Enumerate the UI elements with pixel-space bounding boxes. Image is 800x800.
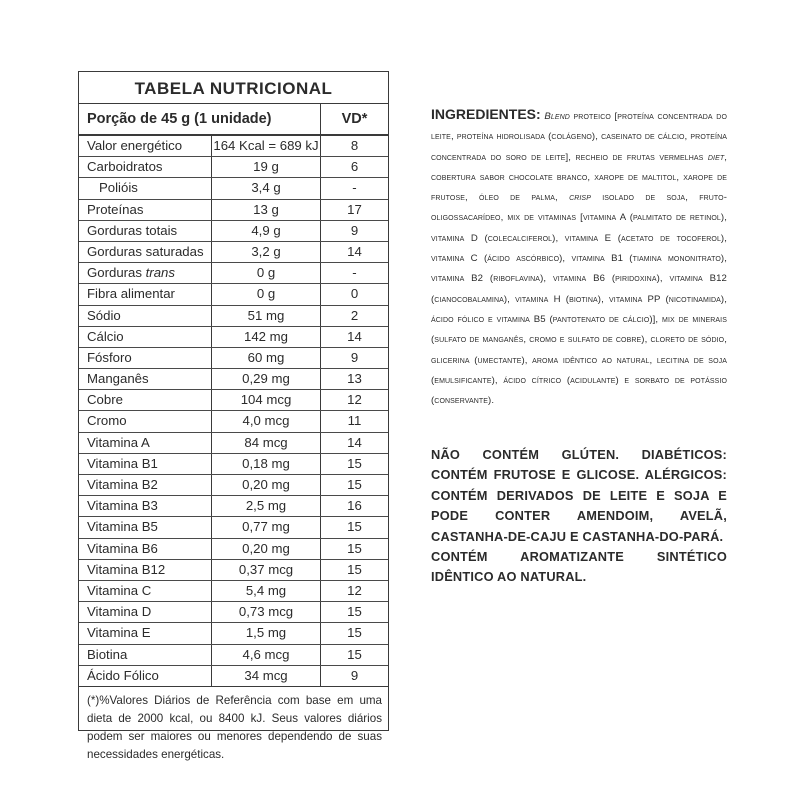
nutrient-vd: 15 bbox=[347, 625, 362, 641]
nutrient-vd: 6 bbox=[350, 159, 359, 175]
table-row bbox=[79, 157, 388, 178]
table-row bbox=[79, 263, 388, 284]
table-row bbox=[79, 348, 388, 369]
ingredients-crisp: crisp bbox=[569, 192, 591, 204]
table-row bbox=[79, 411, 388, 432]
nutrient-vd: 2 bbox=[350, 307, 359, 323]
nutrient-amount: 1,5 mg bbox=[212, 623, 321, 643]
nutrient-amount: 34 mcg bbox=[212, 666, 321, 686]
nutrient-amount: 2,5 mg bbox=[212, 496, 321, 516]
table-row bbox=[79, 645, 388, 666]
nutrient-amount: 51 mg bbox=[212, 306, 321, 326]
flavoring-warning: CONTÉM AROMATIZANTE SINTÉTICO IDÊNTICO AO NATURAL. bbox=[431, 549, 727, 585]
nutrient-name bbox=[79, 263, 212, 283]
nutrient-amount: 0 g bbox=[212, 284, 321, 304]
nutrient-name-prefix: Gorduras bbox=[87, 265, 146, 281]
warnings bbox=[431, 445, 727, 588]
nutrient-amount: 5,4 mg bbox=[212, 581, 321, 601]
nutrient-name: Vitamina E bbox=[79, 623, 212, 643]
nutrient-name: Ácido Fólico bbox=[79, 666, 212, 686]
table-row bbox=[79, 200, 388, 221]
nutrient-name: Cobre bbox=[79, 390, 212, 410]
nutrient-name: Vitamina B5 bbox=[79, 517, 212, 537]
table-row bbox=[79, 496, 388, 517]
nutrient-vd: 14 bbox=[347, 434, 362, 450]
ingredients-part3: isolado de soja, fruto-oligossacarídeo, mix de vitaminas [vitamina A (palmitato de retinol), vitamina D (colecalciferol), vitamina E (acetato de tocoferol), vitamina C (ácido ascórbico), vitamina B1 (tiamina mononitrato), vitamina B2 (riboflavina), vitamina B6 (piridoxina), vitamina B12 (cianocobalamina), vitamina H (biotina), vitamina PP (nicotinamida), ácido fólico e vitamina B5 (pantotenato de cálcio)], mix de minerais (sulfato de manganês, cromo e sulfato de cobre), cloreto de sódio, glicerina (umectante), aroma idêntico ao natural, lecitina de soja (emulsificante), ácido cítrico (acidulante) e sorbato de potássio (conservante). bbox=[431, 192, 727, 407]
nutrient-amount: 19 g bbox=[212, 157, 321, 177]
table-row bbox=[79, 284, 388, 305]
nutrient-vd: 15 bbox=[347, 561, 362, 577]
nutrient-name: Valor energético bbox=[79, 136, 212, 156]
nutrient-vd: 0 bbox=[350, 286, 359, 302]
table-row bbox=[79, 602, 388, 623]
nutrient-name: Gorduras totais bbox=[79, 221, 212, 241]
nutrient-vd: 9 bbox=[350, 222, 359, 238]
nutrient-name: Vitamina B12 bbox=[79, 560, 212, 580]
nutrient-vd: 15 bbox=[347, 646, 362, 662]
nutrient-vd: 9 bbox=[350, 667, 359, 683]
nutrient-vd: 11 bbox=[347, 413, 362, 429]
nutrient-amount: 164 Kcal = 689 kJ bbox=[212, 136, 321, 156]
nutrient-amount: 0,20 mg bbox=[212, 539, 321, 559]
nutrient-vd: 15 bbox=[347, 519, 362, 535]
nutrient-vd: 13 bbox=[347, 371, 362, 387]
table-row bbox=[79, 581, 388, 602]
nutrient-vd: 15 bbox=[347, 540, 362, 556]
nutrient-name: Manganês bbox=[79, 369, 212, 389]
nutrient-name: Vitamina B2 bbox=[79, 475, 212, 495]
nutrient-amount: 142 mg bbox=[212, 327, 321, 347]
nutrient-vd: 12 bbox=[347, 392, 362, 408]
table-row bbox=[79, 306, 388, 327]
nutrient-amount: 0,77 mg bbox=[212, 517, 321, 537]
vd-header: VD* bbox=[341, 111, 368, 127]
nutrient-rows bbox=[79, 136, 388, 687]
nutrient-name: Vitamina D bbox=[79, 602, 212, 622]
table-row bbox=[79, 539, 388, 560]
table-row bbox=[79, 560, 388, 581]
nutrient-amount: 4,9 g bbox=[212, 221, 321, 241]
table-row bbox=[79, 454, 388, 475]
nutrient-vd: 14 bbox=[347, 328, 362, 344]
ingredients-part1: proteico [proteína concentrada do leite, proteína hidrolisada (colágeno), caseinato de cálcio, proteína concentrada do soro de leite], recheio de frutas vermelhas bbox=[431, 111, 727, 163]
nutrient-name: Vitamina B6 bbox=[79, 539, 212, 559]
ingredients-diet: diet bbox=[707, 151, 725, 163]
table-row bbox=[79, 178, 388, 199]
nutrient-name: Sódio bbox=[79, 306, 212, 326]
nutrient-name: Biotina bbox=[79, 645, 212, 665]
nutrient-amount: 60 mg bbox=[212, 348, 321, 368]
allergen-warning: NÃO CONTÉM GLÚTEN. DIABÉTICOS: CONTÉM FRUTOSE E GLICOSE. ALÉRGICOS: CONTÉM DERIVADOS DE LEITE E SOJA E PODE CONTER AMENDOIM, AVELÃ, CASTANHA-DE-CAJU E CASTANHA-DO-PARÁ. bbox=[431, 447, 727, 544]
nutrient-amount: 4,0 mcg bbox=[212, 411, 321, 431]
nutrient-name: Vitamina B3 bbox=[79, 496, 212, 516]
nutrient-vd: 9 bbox=[350, 349, 359, 365]
ingredients-part2: , cobertura sabor chocolate branco, xarope de maltitol, xarope de frutose, óleo de palma, bbox=[431, 151, 727, 204]
nutrient-amount: 3,2 g bbox=[212, 242, 321, 262]
table-footnote: (*)%Valores Diários de Referência com base em uma dieta de 2000 kcal, ou 8400 kJ. Seus valores diários podem ser maiores ou menores dependendo de suas necessidades energéticas. bbox=[87, 693, 382, 761]
table-row bbox=[79, 390, 388, 411]
nutrient-name: Cálcio bbox=[79, 327, 212, 347]
table-row bbox=[79, 517, 388, 538]
nutrient-name: Proteínas bbox=[79, 200, 212, 220]
nutrient-name-italic: trans bbox=[145, 265, 175, 281]
table-row bbox=[79, 369, 388, 390]
nutrient-amount: 3,4 g bbox=[212, 178, 321, 198]
nutrient-name: Carboidratos bbox=[79, 157, 212, 177]
table-header bbox=[79, 104, 388, 136]
nutrient-amount: 13 g bbox=[212, 200, 321, 220]
table-row bbox=[79, 221, 388, 242]
ingredients-label: INGREDIENTES: bbox=[431, 106, 541, 122]
nutrient-amount: 0,29 mg bbox=[212, 369, 321, 389]
nutrient-vd: 8 bbox=[350, 138, 359, 153]
nutrient-name: Polióis bbox=[79, 178, 212, 198]
table-row bbox=[79, 666, 388, 687]
portion-label: Porção de 45 g (1 unidade) bbox=[79, 104, 321, 134]
nutrient-amount: 0,20 mg bbox=[212, 475, 321, 495]
ingredients-blend: Blend bbox=[544, 111, 570, 122]
ingredients-text bbox=[431, 104, 727, 411]
table-row bbox=[79, 242, 388, 263]
nutrient-vd: 17 bbox=[347, 201, 362, 217]
nutrition-table bbox=[78, 71, 389, 761]
nutrient-vd: 14 bbox=[347, 243, 362, 259]
nutrient-vd: 16 bbox=[347, 498, 362, 514]
nutrient-vd: 15 bbox=[347, 604, 362, 620]
nutrient-vd: 15 bbox=[347, 477, 362, 492]
nutrient-amount: 84 mcg bbox=[212, 433, 321, 453]
nutrient-amount: 0,37 mcg bbox=[212, 560, 321, 580]
table-row bbox=[79, 433, 388, 454]
nutrient-name: Fibra alimentar bbox=[79, 284, 212, 304]
table-row bbox=[79, 327, 388, 348]
nutrient-name: Cromo bbox=[79, 411, 212, 431]
nutrient-vd: 12 bbox=[347, 582, 362, 598]
nutrient-name: Gorduras saturadas bbox=[79, 242, 212, 262]
nutrient-name: Vitamina A bbox=[79, 433, 212, 453]
table-row bbox=[79, 623, 388, 644]
nutrient-vd: - bbox=[352, 180, 357, 196]
nutrient-amount: 0,73 mcg bbox=[212, 602, 321, 622]
nutrient-vd: - bbox=[352, 265, 357, 281]
nutrient-amount: 4,6 mcg bbox=[212, 645, 321, 665]
nutrient-amount: 0,18 mg bbox=[212, 454, 321, 474]
table-title: TABELA NUTRICIONAL bbox=[79, 72, 388, 104]
nutrient-amount: 104 mcg bbox=[212, 390, 321, 410]
table-row bbox=[79, 136, 388, 157]
nutrient-amount: 0 g bbox=[212, 263, 321, 283]
nutrient-vd: 15 bbox=[347, 455, 362, 471]
nutrient-name: Vitamina B1 bbox=[79, 454, 212, 474]
table-row bbox=[79, 475, 388, 496]
nutrient-name: Fósforo bbox=[79, 348, 212, 368]
nutrient-name: Vitamina C bbox=[79, 581, 212, 601]
